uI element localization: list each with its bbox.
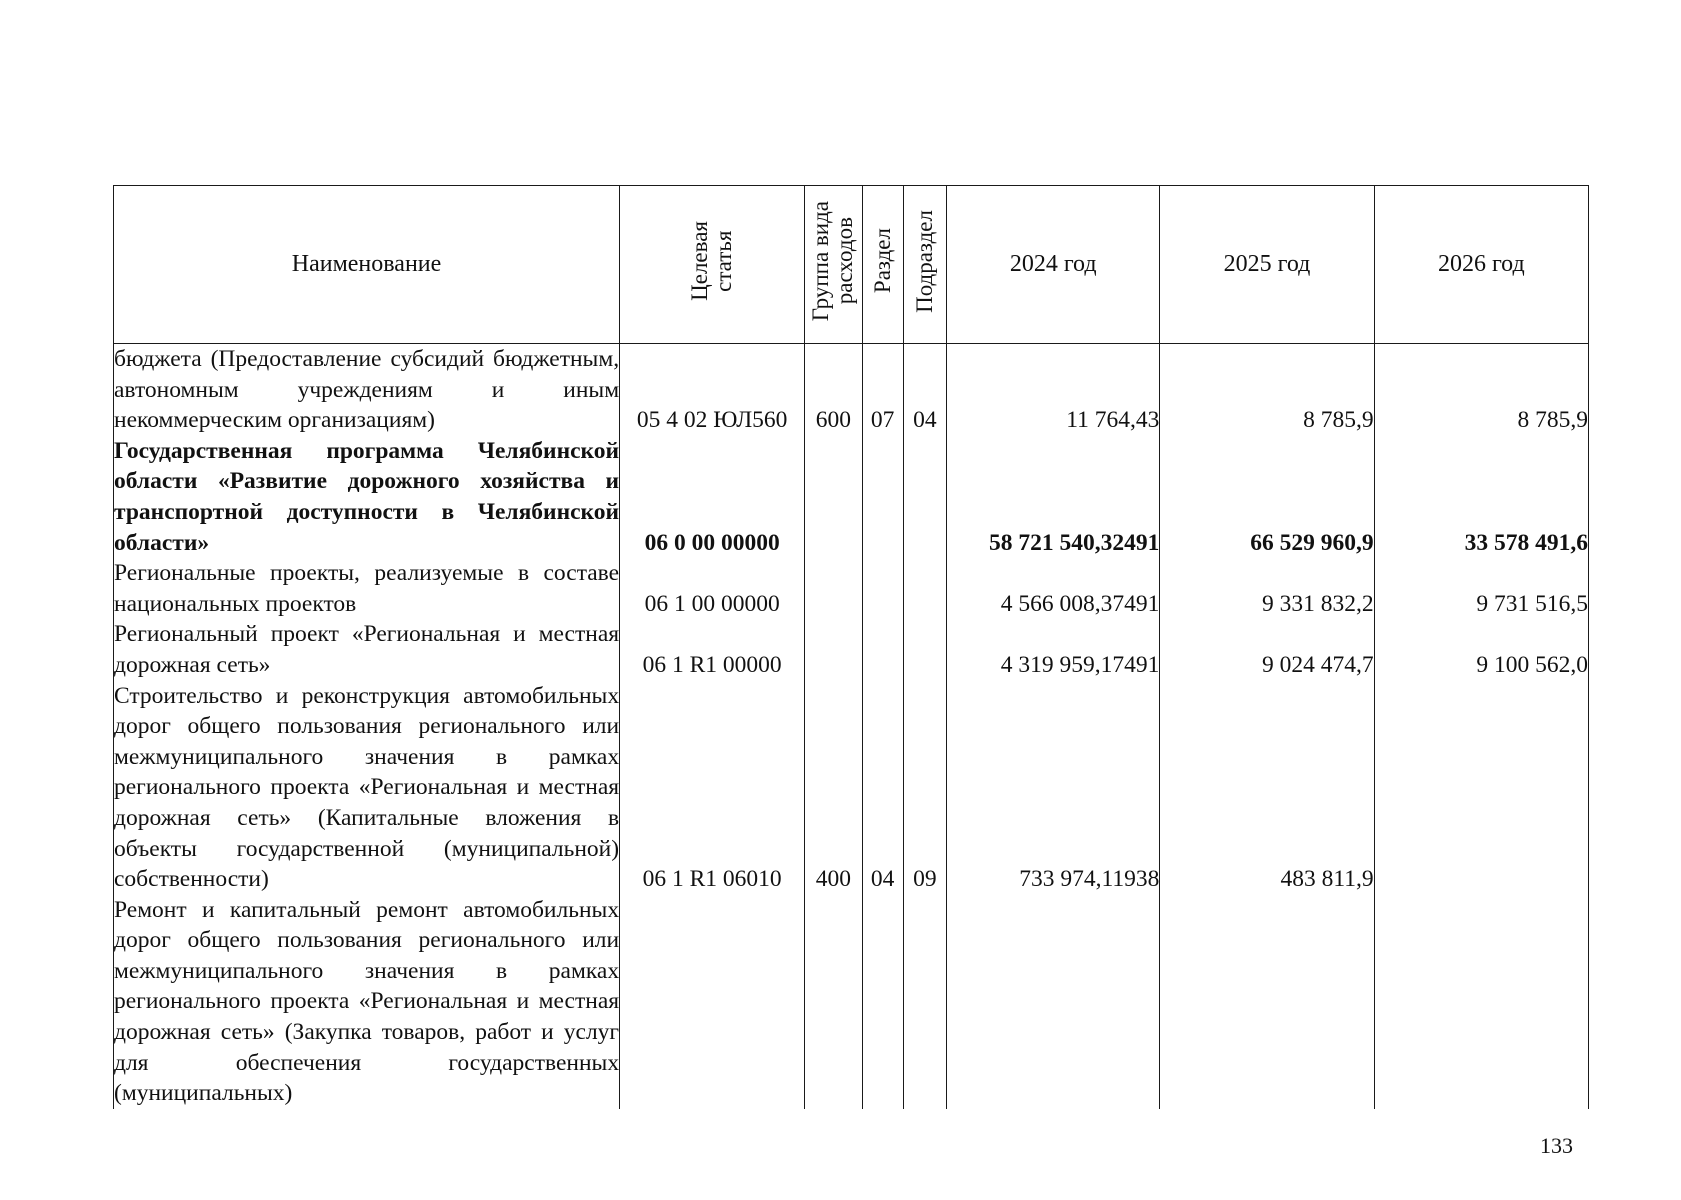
row-group	[805, 619, 862, 680]
row-group: 400	[805, 681, 862, 895]
row-section	[862, 436, 903, 558]
row-subsection	[903, 436, 946, 558]
header-target-line1: Целевая	[687, 221, 712, 301]
budget-table	[113, 185, 1589, 1109]
row-group	[805, 895, 862, 1109]
table-row	[114, 619, 1589, 680]
row-section: 04	[862, 681, 903, 895]
table-row	[114, 558, 1589, 619]
row-name: Региональные проекты, реализуемые в составе национальных проектов	[114, 558, 620, 619]
row-2024: 58 721 540,32491	[947, 436, 1160, 558]
row-subsection: 04	[903, 344, 946, 436]
row-2025: 9 024 474,7	[1160, 619, 1374, 680]
row-target: 06 1 R1 06010	[620, 681, 805, 895]
header-target-line2: статья	[711, 230, 737, 292]
row-2026	[1374, 895, 1588, 1109]
header-subsection-label: Подраздел	[911, 209, 937, 313]
row-2024	[947, 895, 1160, 1109]
row-target: 06 1 R1 00000	[620, 619, 805, 680]
row-target: 05 4 02 ЮЛ560	[620, 344, 805, 436]
row-section	[862, 619, 903, 680]
header-row	[114, 186, 1589, 344]
page-number: 133	[1540, 1133, 1573, 1158]
header-group-line2: расходов	[832, 217, 858, 305]
row-name: бюджета (Предоставление субсидий бюджетным, автономным учреждениям и иным некоммерческим организациям)	[114, 344, 620, 436]
header-2025: 2025 год	[1160, 186, 1374, 344]
row-subsection	[903, 895, 946, 1109]
row-2025: 483 811,9	[1160, 681, 1374, 895]
header-group-line1: Группа вида	[808, 200, 834, 322]
row-target: 06 0 00 00000	[620, 436, 805, 558]
row-2024: 11 764,43	[947, 344, 1160, 436]
row-section: 07	[862, 344, 903, 436]
row-target: 06 1 00 00000	[620, 558, 805, 619]
row-2024: 733 974,11938	[947, 681, 1160, 895]
row-target	[620, 895, 805, 1109]
row-section	[862, 558, 903, 619]
header-name: Наименование	[114, 186, 620, 344]
row-subsection: 09	[903, 681, 946, 895]
table-row	[114, 681, 1589, 895]
row-section	[862, 895, 903, 1109]
table-row	[114, 436, 1589, 558]
row-name: Региональный проект «Региональная и местная дорожная сеть»	[114, 619, 620, 680]
header-2024: 2024 год	[947, 186, 1160, 344]
row-2026: 33 578 491,6	[1374, 436, 1588, 558]
row-2026: 9 731 516,5	[1374, 558, 1588, 619]
row-2025: 8 785,9	[1160, 344, 1374, 436]
row-2026: 8 785,9	[1374, 344, 1588, 436]
row-2026	[1374, 681, 1588, 895]
row-group	[805, 558, 862, 619]
row-name: Ремонт и капитальный ремонт автомобильных дорог общего пользования регионального или межмуниципального значения в рамках регионального проекта «Региональная и местная дорожная сеть» (Закупка товаров, работ и услуг для обеспечения государственных (муниципальных)	[114, 895, 620, 1109]
row-2025	[1160, 895, 1374, 1109]
row-subsection	[903, 619, 946, 680]
header-2026: 2026 год	[1374, 186, 1588, 344]
row-group: 600	[805, 344, 862, 436]
row-2025: 66 529 960,9	[1160, 436, 1374, 558]
header-section-label: Раздел	[869, 228, 895, 294]
row-name: Строительство и реконструкция автомобильных дорог общего пользования регионального или межмуниципального значения в рамках регионального проекта «Региональная и местная дорожная сеть» (Капитальные вложения в объекты государственной (муниципальной) собственности)	[114, 681, 620, 895]
row-subsection	[903, 558, 946, 619]
row-2025: 9 331 832,2	[1160, 558, 1374, 619]
table-row	[114, 344, 1589, 436]
header-expense-group	[805, 186, 862, 344]
header-subsection	[903, 186, 946, 344]
row-2024: 4 566 008,37491	[947, 558, 1160, 619]
row-2026: 9 100 562,0	[1374, 619, 1588, 680]
header-target-article	[620, 186, 805, 344]
table-row	[114, 895, 1589, 1109]
row-2024: 4 319 959,17491	[947, 619, 1160, 680]
row-name: Государственная программа Челябинской области «Развитие дорожного хозяйства и транспортной доступности в Челябинской области»	[114, 436, 620, 558]
row-group	[805, 436, 862, 558]
header-section	[862, 186, 903, 344]
